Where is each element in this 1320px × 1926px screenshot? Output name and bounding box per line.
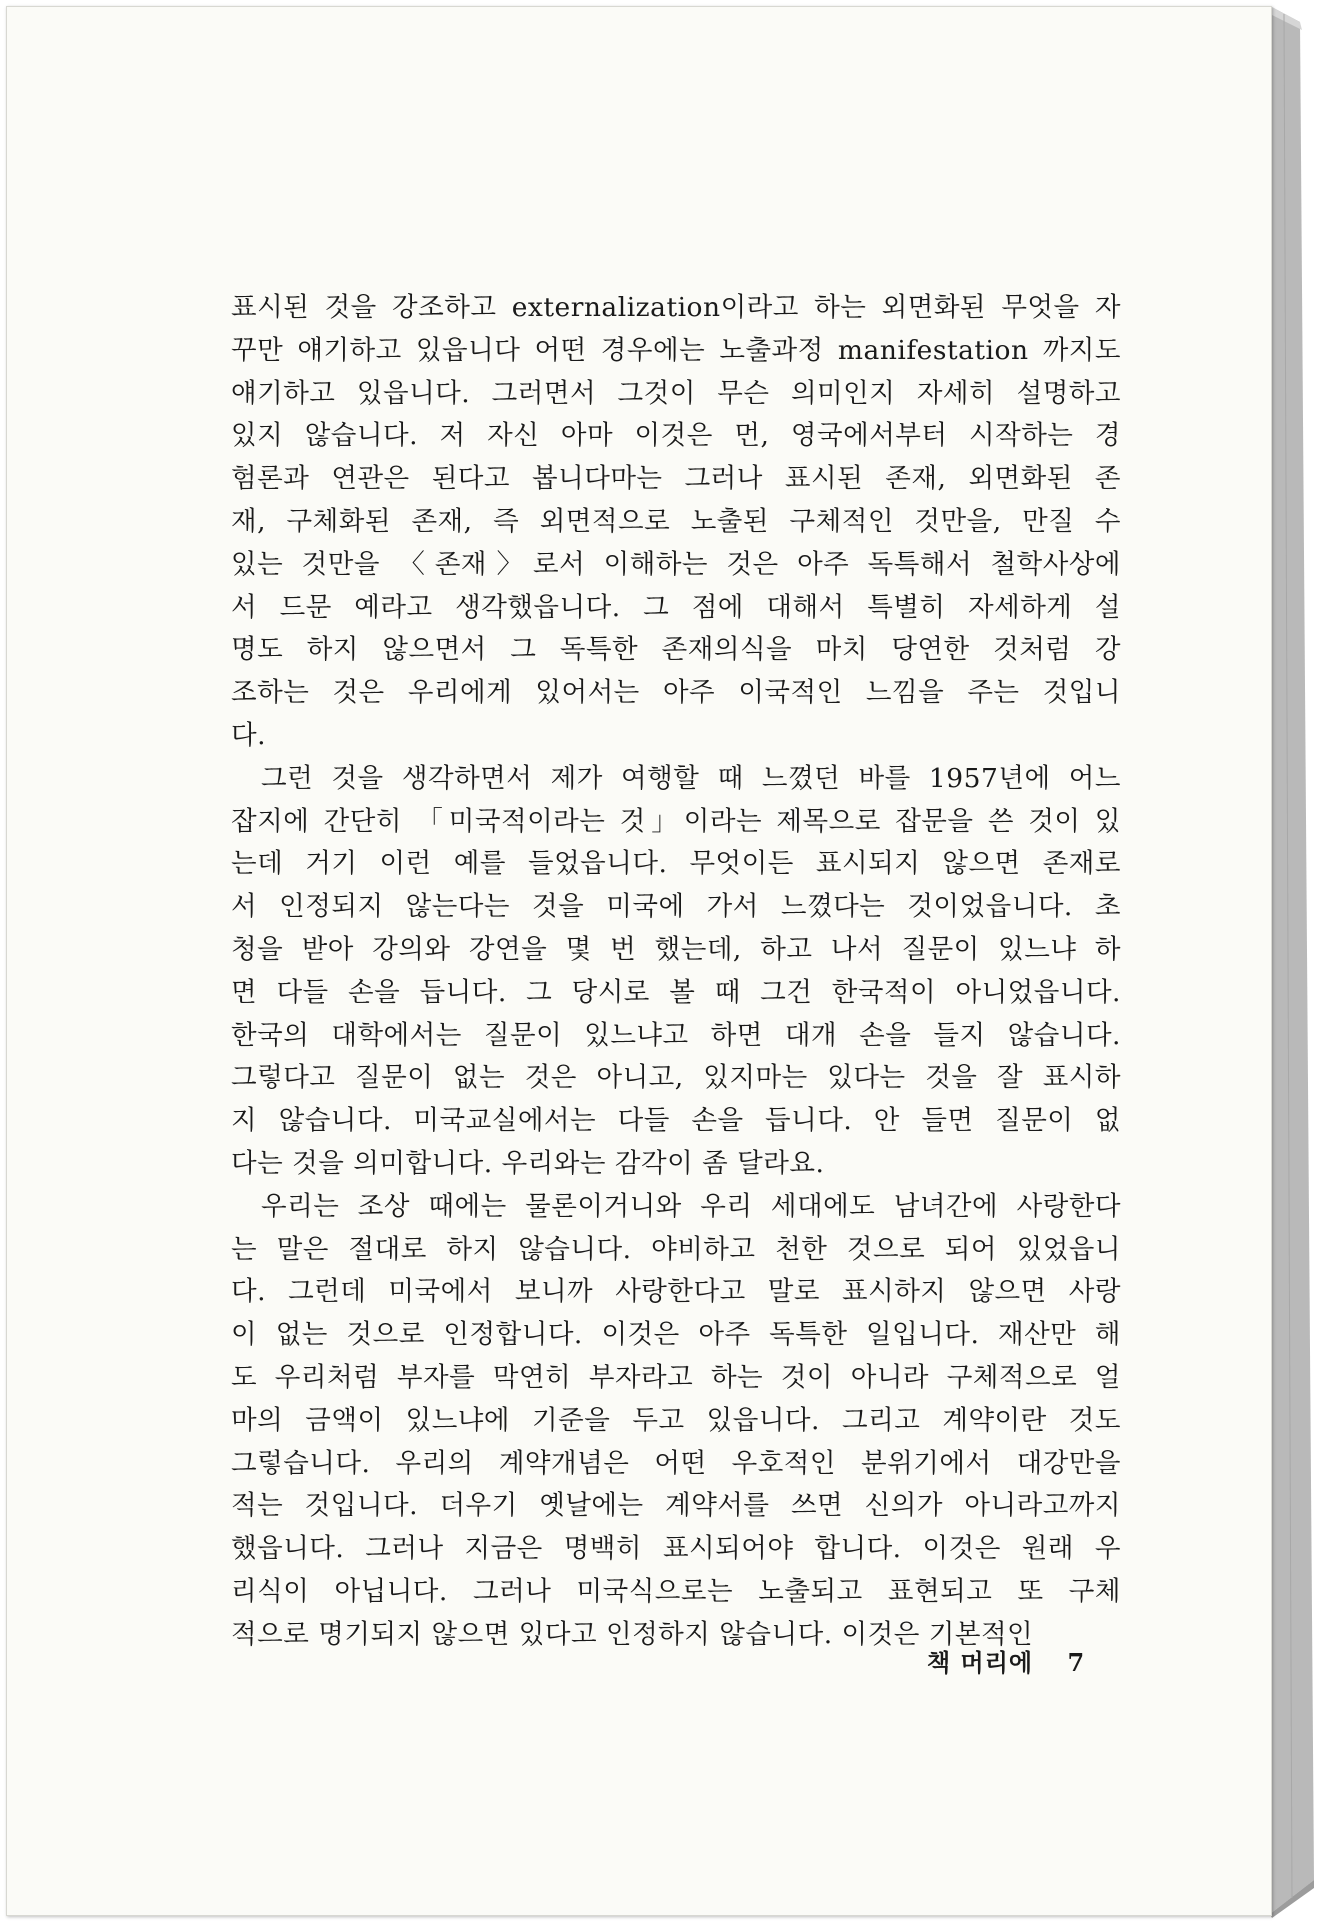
text-line: 재, 구체화된 존재, 즉 외면적으로 노출된 구체적인 것만을, 만질 수 (231, 505, 1121, 537)
page-number: 7 (1067, 1648, 1085, 1677)
text-line: 는 말은 절대로 하지 않습니다. 야비하고 천한 것으로 되어 있었읍니 (231, 1233, 1121, 1265)
text-line: 있는 것만을 〈존재〉로서 이해하는 것은 아주 독특해서 철학사상에 (231, 548, 1121, 580)
text-line: 우리는 조상 때에는 물론이거니와 우리 세대에도 남녀간에 사랑한다 (261, 1190, 1121, 1222)
text-line: 했읍니다. 그러나 지금은 명백히 표시되어야 합니다. 이것은 원래 우 (231, 1533, 1121, 1565)
text-line: 얘기하고 있읍니다. 그러면서 그것이 무슨 의미인지 자세히 설명하고 (231, 377, 1121, 409)
text-line: 조하는 것은 우리에게 있어서는 아주 이국적인 느낌을 주는 것입니 (231, 677, 1121, 709)
text-line: 그런 것을 생각하면서 제가 여행할 때 느꼈던 바를 1957년에 어느 (261, 762, 1121, 794)
paragraph (231, 1186, 1121, 1657)
text-line: 다. (231, 719, 267, 751)
text-line: 명도 하지 않으면서 그 독특한 존재의식을 마치 당연한 것처럼 강 (231, 634, 1121, 666)
text-line: 험론과 연관은 된다고 봅니다마는 그러나 표시된 존재, 외면화된 존 (231, 463, 1121, 495)
text-line: 다는 것을 의미합니다. 우리와는 감각이 좀 달라요. (231, 1147, 825, 1179)
text-line: 다. 그런데 미국에서 보니까 사랑한다고 말로 표시하지 않으면 사랑 (231, 1276, 1121, 1308)
text-line: 청을 받아 강의와 강연을 몇 번 했는데, 하고 나서 질문이 있느냐 하 (231, 933, 1121, 965)
text-line: 적는 것입니다. 더우기 옛날에는 계약서를 쓰면 신의가 아니라고까지 (231, 1490, 1121, 1522)
text-line: 적으로 명기되지 않으면 있다고 인정하지 않습니다. 이것은 기본적인 (231, 1618, 1034, 1650)
text-line: 그렇다고 질문이 없는 것은 아니고, 있지마는 있다는 것을 잘 표시하 (231, 1062, 1121, 1094)
text-line: 는데 거기 이런 예를 들었읍니다. 무엇이든 표시되지 않으면 존재로 (231, 848, 1121, 880)
paragraph (231, 758, 1121, 1186)
text-line: 도 우리처럼 부자를 막연히 부자라고 하는 것이 아니라 구체적으로 얼 (231, 1361, 1121, 1393)
text-line: 서 인정되지 않는다는 것을 미국에 가서 느꼈다는 것이었읍니다. 초 (231, 891, 1121, 923)
text-line: 이 없는 것으로 인정합니다. 이것은 아주 독특한 일입니다. 재산만 해 (231, 1319, 1121, 1351)
text-line: 잡지에 간단히 「미국적이라는 것」이라는 제목으로 잡문을 쓴 것이 있 (231, 805, 1121, 837)
book-page (6, 6, 1272, 1916)
text-line: 지 않습니다. 미국교실에서는 다들 손을 듭니다. 안 들면 질문이 없 (231, 1105, 1121, 1137)
text-line: 표시된 것을 강조하고 externalization이라고 하는 외면화된 무엇을 자 (231, 292, 1121, 323)
text-line: 그렇습니다. 우리의 계약개념은 어떤 우호적인 분위기에서 대강만을 (231, 1447, 1121, 1479)
paragraph (231, 287, 1121, 758)
body-text (231, 287, 1121, 1657)
text-line: 서 드문 예라고 생각했읍니다. 그 점에 대해서 특별히 자세하게 설 (231, 591, 1121, 623)
text-line: 꾸만 얘기하고 있읍니다 어떤 경우에는 노출과정 manifestation 까지도 (231, 334, 1121, 366)
page-footer (927, 1643, 1084, 1678)
text-line: 있지 않습니다. 저 자신 아마 이것은 먼, 영국에서부터 시작하는 경 (231, 420, 1121, 452)
text-line: 리식이 아닙니다. 그러나 미국식으로는 노출되고 표현되고 또 구체 (231, 1575, 1121, 1607)
text-line: 면 다들 손을 듭니다. 그 당시로 볼 때 그건 한국적이 아니었읍니다. (231, 976, 1121, 1008)
text-line: 마의 금액이 있느냐에 기준을 두고 있읍니다. 그리고 계약이란 것도 (231, 1404, 1121, 1436)
text-line: 한국의 대학에서는 질문이 있느냐고 하면 대개 손을 들지 않습니다. (231, 1019, 1121, 1051)
running-head: 책 머리에 (927, 1648, 1034, 1677)
